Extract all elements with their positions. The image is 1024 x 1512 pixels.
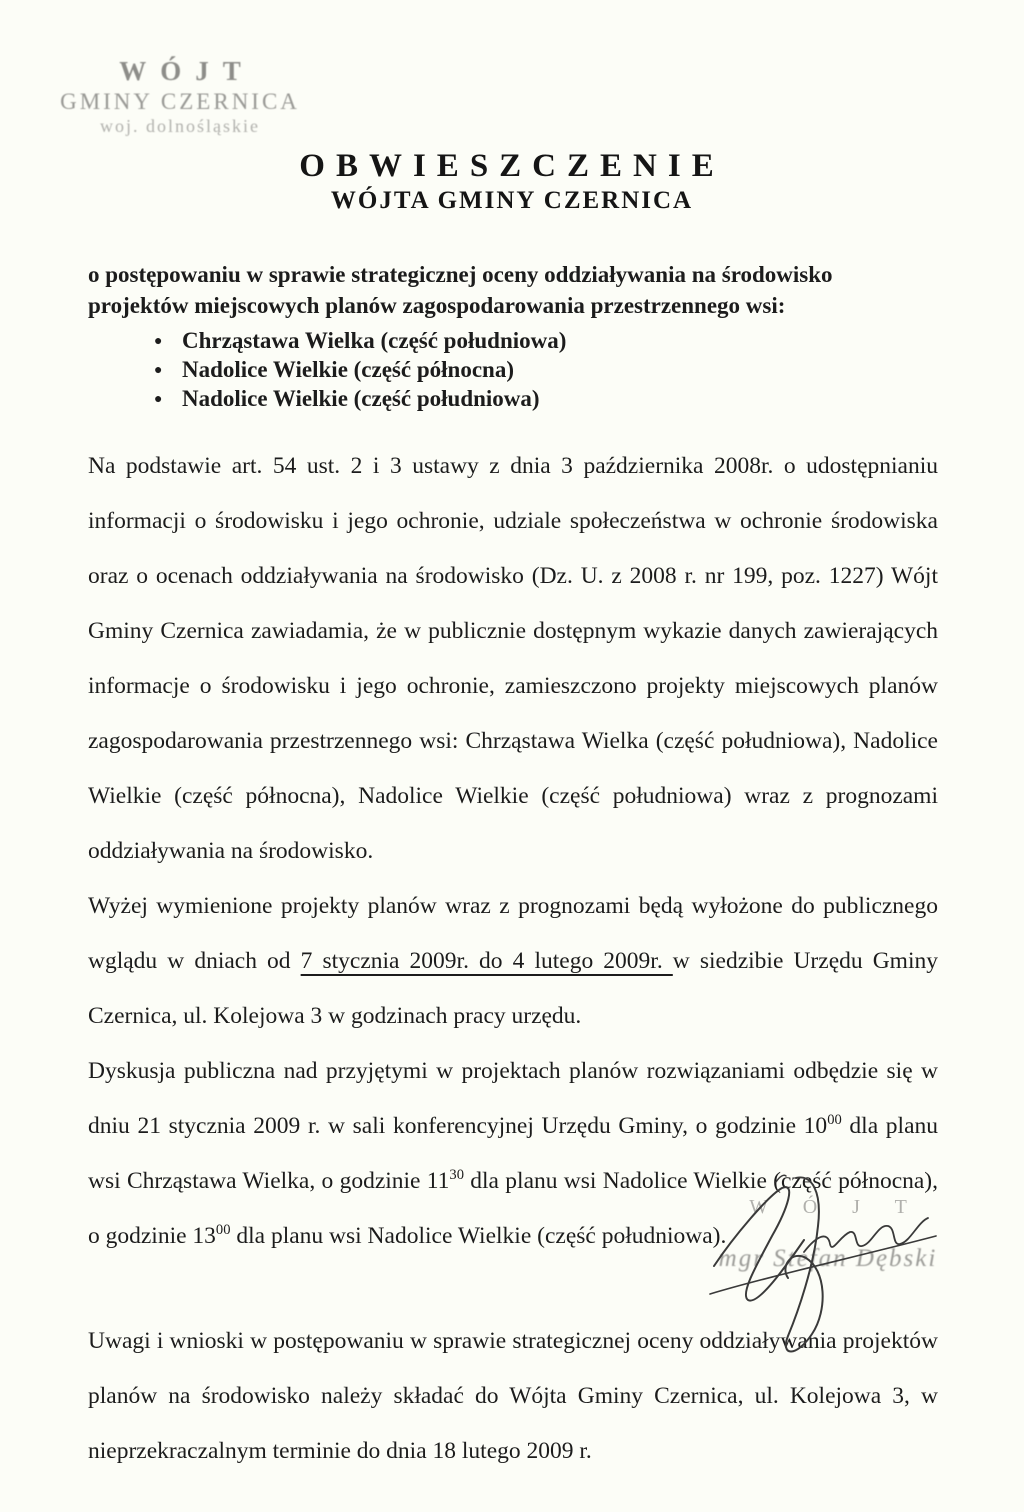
stamp-office-title: WÓJT (119, 56, 255, 86)
office-ink-stamp (40, 56, 320, 137)
signature-stamp-title: W Ó J T (749, 1196, 922, 1218)
intro-paragraph: o postępowaniu w sprawie strategicznej oceny oddziaływania na środowisko projektów miejscowych planów zagospodarowania przestrzennego wsi: (88, 262, 833, 318)
discussion-text-3: dla planu wsi Nadolice Wielkie (część północna), o godzinie 13 (88, 1168, 939, 1249)
document-subtitle: WÓJTA GMINY CZERNICA (330, 187, 694, 214)
document-body (88, 259, 938, 1479)
exhibition-text-after: w siedzibie Urzędu Gminy Czernica, ul. Kolejowa 3 w godzinach pracy urzędu. (88, 948, 938, 1029)
exhibition-text-before: Wyżej wymienione projekty planów wraz z prognozami będą wyłożone do publicznego wglądu w dniach od (88, 893, 938, 974)
discussion-text-4: dla planu wsi Nadolice Wielkie (część południowa). (230, 1223, 727, 1249)
remarks-deadline-paragraph: Uwagi i wnioski w postępowaniu w sprawie strategicznej oceny oddziaływania projektów planów na środowisko należy składać do Wójta Gminy Czernica, ul. Kolejowa 3, w nieprzekraczalnym terminie do dnia 18 lutego 2009 r. (88, 1328, 938, 1464)
hour-superscript: 00 (215, 1222, 231, 1239)
stamp-office-name: GMINY CZERNICA (60, 89, 300, 114)
discussion-text-1: Dyskusja publiczna nad przyjętymi w projektach planów rozwiązaniami odbędzie się w dniu 21 stycznia 2009 r. w sali konferencyjnej Urzędu Gminy, o godzinie 10 (88, 1058, 938, 1139)
list-item: ● Nadolice Wielkie (część południowa) (154, 384, 938, 413)
signature-block (688, 1196, 968, 1273)
hour-superscript: 30 (449, 1167, 464, 1184)
legal-basis-paragraph: Na podstawie art. 54 ust. 2 i 3 ustawy z dnia 3 października 2008r. o udostępnianiu informacji o środowisku i jego ochronie, udziale społeczeństwa w ochronie środowiska oraz o ocenach oddziaływania na środowisko (Dz. U. z 2008 r. nr 199, poz. 1227) Wójt Gminy Czernica zawiadamia, że w publicznie dostępnym wykazie danych zawierających informacje o środowisku i jego ochronie, zamieszczono projekty miejscowych planów zagospodarowania przestrzennego wsi: Chrząstawa Wielka (część południowa), Nadolice Wielkie (część północna), Nadolice Wielkie (część południowa) wraz z prognozami oddziaływania na środowisko. (88, 453, 938, 864)
discussion-text-2: dla planu wsi Chrząstawa Wielka, o godzinie 11 (88, 1113, 939, 1194)
exhibition-dates: 7 stycznia 2009r. do 4 lutego 2009r. (300, 948, 673, 974)
signatory-name: mgr Stefan Dębski (718, 1245, 938, 1272)
public-exhibition-paragraph (88, 879, 938, 1044)
list-item: ● Chrząstawa Wielka (część południowa) (154, 326, 938, 355)
hour-superscript: 00 (827, 1112, 842, 1129)
stamp-voivodeship: woj. dolnośląskie (100, 116, 260, 136)
document-title: OBWIESZCZENIE (299, 148, 725, 184)
village-plan-list (88, 326, 938, 413)
list-item: ● Nadolice Wielkie (część północna) (154, 355, 938, 384)
